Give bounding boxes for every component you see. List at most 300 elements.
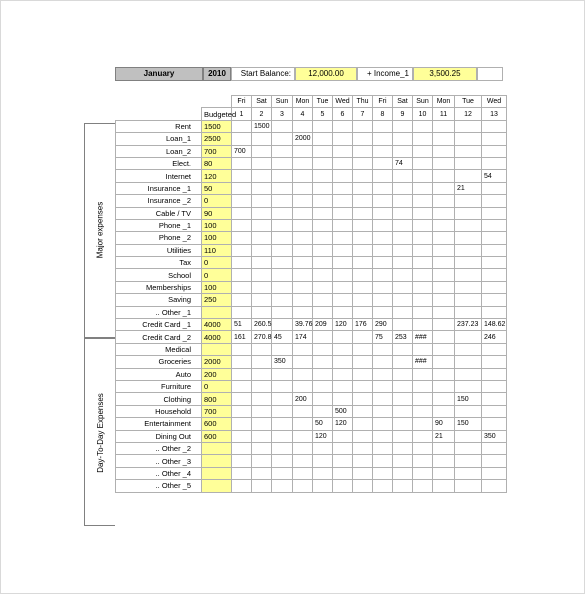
day-amount-cell[interactable] xyxy=(232,442,252,454)
day-amount-cell[interactable] xyxy=(413,281,433,293)
day-amount-cell[interactable] xyxy=(413,170,433,182)
day-amount-cell[interactable] xyxy=(272,257,293,269)
day-amount-cell[interactable] xyxy=(482,393,507,405)
day-amount-cell[interactable] xyxy=(333,232,353,244)
day-amount-cell[interactable] xyxy=(353,442,373,454)
day-amount-cell[interactable] xyxy=(353,368,373,380)
day-amount-cell[interactable] xyxy=(353,170,373,182)
day-amount-cell[interactable] xyxy=(482,157,507,169)
day-amount-cell[interactable] xyxy=(393,145,413,157)
budget-cell[interactable]: 600 xyxy=(202,418,232,430)
day-amount-cell[interactable] xyxy=(353,393,373,405)
day-amount-cell[interactable] xyxy=(333,170,353,182)
day-amount-cell[interactable] xyxy=(482,133,507,145)
day-amount-cell[interactable] xyxy=(232,170,252,182)
day-amount-cell[interactable] xyxy=(433,294,455,306)
day-amount-cell[interactable] xyxy=(313,157,333,169)
day-amount-cell[interactable] xyxy=(232,306,252,318)
day-amount-cell[interactable] xyxy=(393,170,413,182)
day-amount-cell[interactable] xyxy=(272,380,293,392)
day-amount-cell[interactable] xyxy=(252,442,272,454)
day-amount-cell[interactable]: 176 xyxy=(353,319,373,331)
day-amount-cell[interactable] xyxy=(413,182,433,194)
day-amount-cell[interactable] xyxy=(293,418,313,430)
day-amount-cell[interactable] xyxy=(353,219,373,231)
day-amount-cell[interactable] xyxy=(333,207,353,219)
day-amount-cell[interactable] xyxy=(252,467,272,479)
day-amount-cell[interactable] xyxy=(393,133,413,145)
year-cell[interactable] xyxy=(203,67,231,81)
day-amount-cell[interactable] xyxy=(353,195,373,207)
day-amount-cell[interactable] xyxy=(393,294,413,306)
day-amount-cell[interactable] xyxy=(272,455,293,467)
day-amount-cell[interactable]: 50 xyxy=(313,418,333,430)
day-amount-cell[interactable] xyxy=(272,195,293,207)
day-amount-cell[interactable] xyxy=(333,133,353,145)
day-amount-cell[interactable] xyxy=(393,467,413,479)
day-amount-cell[interactable] xyxy=(272,405,293,417)
budget-cell[interactable]: 120 xyxy=(202,170,232,182)
day-amount-cell[interactable] xyxy=(455,442,482,454)
budget-cell[interactable] xyxy=(202,343,232,355)
day-amount-cell[interactable]: 209 xyxy=(313,319,333,331)
day-amount-cell[interactable] xyxy=(373,244,393,256)
budget-cell[interactable]: 50 xyxy=(202,182,232,194)
day-amount-cell[interactable] xyxy=(293,207,313,219)
day-amount-cell[interactable] xyxy=(455,145,482,157)
day-amount-cell[interactable] xyxy=(373,170,393,182)
day-amount-cell[interactable] xyxy=(293,455,313,467)
day-amount-cell[interactable] xyxy=(353,244,373,256)
day-amount-cell[interactable] xyxy=(293,195,313,207)
day-amount-cell[interactable] xyxy=(232,368,252,380)
day-amount-cell[interactable]: 45 xyxy=(272,331,293,343)
day-amount-cell[interactable] xyxy=(252,393,272,405)
day-amount-cell[interactable]: 21 xyxy=(455,182,482,194)
day-amount-cell[interactable] xyxy=(232,405,252,417)
day-amount-cell[interactable] xyxy=(433,232,455,244)
day-amount-cell[interactable] xyxy=(353,467,373,479)
day-amount-cell[interactable] xyxy=(353,343,373,355)
day-amount-cell[interactable] xyxy=(373,157,393,169)
day-amount-cell[interactable] xyxy=(333,467,353,479)
day-amount-cell[interactable] xyxy=(482,219,507,231)
day-amount-cell[interactable] xyxy=(252,157,272,169)
day-amount-cell[interactable] xyxy=(413,393,433,405)
day-amount-cell[interactable] xyxy=(393,356,413,368)
day-amount-cell[interactable]: 120 xyxy=(333,418,353,430)
day-amount-cell[interactable] xyxy=(272,467,293,479)
day-amount-cell[interactable] xyxy=(272,319,293,331)
day-amount-cell[interactable] xyxy=(313,331,333,343)
day-amount-cell[interactable] xyxy=(353,133,373,145)
day-amount-cell[interactable] xyxy=(482,442,507,454)
day-amount-cell[interactable] xyxy=(333,120,353,132)
day-amount-cell[interactable]: 21 xyxy=(433,430,455,442)
income-value[interactable]: 3,500.25 xyxy=(413,67,477,81)
day-amount-cell[interactable] xyxy=(373,368,393,380)
day-amount-cell[interactable] xyxy=(272,219,293,231)
budget-cell[interactable]: 0 xyxy=(202,380,232,392)
day-amount-cell[interactable] xyxy=(413,294,433,306)
day-amount-cell[interactable] xyxy=(353,269,373,281)
day-amount-cell[interactable] xyxy=(293,244,313,256)
day-amount-cell[interactable] xyxy=(393,120,413,132)
day-amount-cell[interactable] xyxy=(293,281,313,293)
day-amount-cell[interactable] xyxy=(293,269,313,281)
day-amount-cell[interactable] xyxy=(433,356,455,368)
day-amount-cell[interactable] xyxy=(455,331,482,343)
day-amount-cell[interactable] xyxy=(413,343,433,355)
day-amount-cell[interactable] xyxy=(455,430,482,442)
day-amount-cell[interactable] xyxy=(313,257,333,269)
day-amount-cell[interactable] xyxy=(393,405,413,417)
day-amount-cell[interactable] xyxy=(413,157,433,169)
day-amount-cell[interactable]: 120 xyxy=(313,430,333,442)
day-amount-cell[interactable]: 290 xyxy=(373,319,393,331)
day-amount-cell[interactable] xyxy=(455,133,482,145)
day-amount-cell[interactable] xyxy=(433,380,455,392)
budget-cell[interactable]: 250 xyxy=(202,294,232,306)
day-amount-cell[interactable] xyxy=(232,393,252,405)
day-amount-cell[interactable] xyxy=(353,405,373,417)
day-amount-cell[interactable] xyxy=(232,480,252,492)
day-amount-cell[interactable] xyxy=(433,368,455,380)
day-amount-cell[interactable] xyxy=(373,405,393,417)
day-amount-cell[interactable] xyxy=(333,306,353,318)
day-amount-cell[interactable]: 500 xyxy=(333,405,353,417)
day-amount-cell[interactable] xyxy=(353,294,373,306)
day-amount-cell[interactable] xyxy=(482,232,507,244)
day-amount-cell[interactable] xyxy=(373,281,393,293)
day-amount-cell[interactable] xyxy=(482,467,507,479)
day-amount-cell[interactable] xyxy=(293,356,313,368)
day-amount-cell[interactable] xyxy=(353,418,373,430)
budget-cell[interactable] xyxy=(202,442,232,454)
day-amount-cell[interactable] xyxy=(252,257,272,269)
day-amount-cell[interactable] xyxy=(455,380,482,392)
day-amount-cell[interactable] xyxy=(393,442,413,454)
budget-cell[interactable]: 2500 xyxy=(202,133,232,145)
day-amount-cell[interactable] xyxy=(293,306,313,318)
day-amount-cell[interactable] xyxy=(373,195,393,207)
day-amount-cell[interactable]: 270.8 xyxy=(252,331,272,343)
day-amount-cell[interactable] xyxy=(482,257,507,269)
day-amount-cell[interactable] xyxy=(353,157,373,169)
day-amount-cell[interactable] xyxy=(313,380,333,392)
day-amount-cell[interactable] xyxy=(393,232,413,244)
day-amount-cell[interactable] xyxy=(482,480,507,492)
day-amount-cell[interactable] xyxy=(313,170,333,182)
day-amount-cell[interactable] xyxy=(433,343,455,355)
month-cell[interactable] xyxy=(115,67,203,81)
day-amount-cell[interactable] xyxy=(232,418,252,430)
day-amount-cell[interactable] xyxy=(252,232,272,244)
day-amount-cell[interactable] xyxy=(333,145,353,157)
day-amount-cell[interactable] xyxy=(413,368,433,380)
day-amount-cell[interactable] xyxy=(373,467,393,479)
day-amount-cell[interactable] xyxy=(272,145,293,157)
budget-cell[interactable]: 2000 xyxy=(202,356,232,368)
day-amount-cell[interactable] xyxy=(413,195,433,207)
day-amount-cell[interactable] xyxy=(252,480,272,492)
budget-cell[interactable] xyxy=(202,306,232,318)
day-amount-cell[interactable] xyxy=(293,182,313,194)
day-amount-cell[interactable] xyxy=(272,480,293,492)
day-amount-cell[interactable] xyxy=(272,418,293,430)
day-amount-cell[interactable] xyxy=(272,157,293,169)
day-amount-cell[interactable] xyxy=(252,368,272,380)
budget-cell[interactable]: 0 xyxy=(202,195,232,207)
day-amount-cell[interactable] xyxy=(353,232,373,244)
day-amount-cell[interactable] xyxy=(433,281,455,293)
day-amount-cell[interactable] xyxy=(413,306,433,318)
day-amount-cell[interactable]: 90 xyxy=(433,418,455,430)
day-amount-cell[interactable]: 150 xyxy=(455,418,482,430)
day-amount-cell[interactable] xyxy=(393,281,413,293)
day-amount-cell[interactable] xyxy=(455,269,482,281)
day-amount-cell[interactable] xyxy=(353,331,373,343)
day-amount-cell[interactable] xyxy=(313,133,333,145)
day-amount-cell[interactable] xyxy=(353,455,373,467)
day-amount-cell[interactable] xyxy=(482,380,507,392)
day-amount-cell[interactable] xyxy=(272,232,293,244)
day-amount-cell[interactable] xyxy=(373,133,393,145)
day-amount-cell[interactable] xyxy=(413,120,433,132)
day-amount-cell[interactable] xyxy=(393,368,413,380)
day-amount-cell[interactable] xyxy=(293,380,313,392)
day-amount-cell[interactable]: 350 xyxy=(482,430,507,442)
day-amount-cell[interactable] xyxy=(293,480,313,492)
day-amount-cell[interactable] xyxy=(373,393,393,405)
day-amount-cell[interactable] xyxy=(455,368,482,380)
day-amount-cell[interactable] xyxy=(293,294,313,306)
day-amount-cell[interactable] xyxy=(433,133,455,145)
day-amount-cell[interactable] xyxy=(252,145,272,157)
day-amount-cell[interactable] xyxy=(313,207,333,219)
day-amount-cell[interactable] xyxy=(252,269,272,281)
day-amount-cell[interactable] xyxy=(272,343,293,355)
day-amount-cell[interactable] xyxy=(373,269,393,281)
day-amount-cell[interactable] xyxy=(455,232,482,244)
day-amount-cell[interactable] xyxy=(413,430,433,442)
day-amount-cell[interactable] xyxy=(482,356,507,368)
day-amount-cell[interactable] xyxy=(373,207,393,219)
day-amount-cell[interactable] xyxy=(252,133,272,145)
day-amount-cell[interactable] xyxy=(252,455,272,467)
day-amount-cell[interactable] xyxy=(482,368,507,380)
day-amount-cell[interactable] xyxy=(333,380,353,392)
day-amount-cell[interactable] xyxy=(353,182,373,194)
day-amount-cell[interactable] xyxy=(353,207,373,219)
day-amount-cell[interactable] xyxy=(232,269,252,281)
day-amount-cell[interactable]: 174 xyxy=(293,331,313,343)
day-amount-cell[interactable] xyxy=(252,219,272,231)
day-amount-cell[interactable] xyxy=(293,219,313,231)
day-amount-cell[interactable] xyxy=(232,294,252,306)
day-amount-cell[interactable] xyxy=(413,319,433,331)
day-amount-cell[interactable] xyxy=(433,480,455,492)
day-amount-cell[interactable]: 39.76 xyxy=(293,319,313,331)
day-amount-cell[interactable] xyxy=(455,281,482,293)
day-amount-cell[interactable] xyxy=(293,368,313,380)
day-amount-cell[interactable] xyxy=(313,393,333,405)
day-amount-cell[interactable] xyxy=(373,480,393,492)
day-amount-cell[interactable] xyxy=(252,281,272,293)
day-amount-cell[interactable] xyxy=(482,343,507,355)
day-amount-cell[interactable] xyxy=(482,195,507,207)
day-amount-cell[interactable] xyxy=(313,195,333,207)
day-amount-cell[interactable] xyxy=(482,182,507,194)
day-amount-cell[interactable] xyxy=(373,418,393,430)
day-amount-cell[interactable] xyxy=(252,207,272,219)
day-amount-cell[interactable] xyxy=(293,405,313,417)
day-amount-cell[interactable] xyxy=(433,455,455,467)
day-amount-cell[interactable] xyxy=(272,306,293,318)
day-amount-cell[interactable] xyxy=(313,244,333,256)
day-amount-cell[interactable] xyxy=(413,380,433,392)
day-amount-cell[interactable]: 350 xyxy=(272,356,293,368)
day-amount-cell[interactable] xyxy=(333,257,353,269)
day-amount-cell[interactable] xyxy=(393,343,413,355)
budget-cell[interactable]: 90 xyxy=(202,207,232,219)
budget-cell[interactable]: 800 xyxy=(202,393,232,405)
day-amount-cell[interactable] xyxy=(373,232,393,244)
day-amount-cell[interactable] xyxy=(433,207,455,219)
day-amount-cell[interactable] xyxy=(272,442,293,454)
day-amount-cell[interactable] xyxy=(232,182,252,194)
day-amount-cell[interactable] xyxy=(232,120,252,132)
day-amount-cell[interactable] xyxy=(433,157,455,169)
day-amount-cell[interactable]: 75 xyxy=(373,331,393,343)
day-amount-cell[interactable] xyxy=(373,294,393,306)
day-amount-cell[interactable] xyxy=(482,145,507,157)
day-amount-cell[interactable] xyxy=(232,195,252,207)
day-amount-cell[interactable] xyxy=(333,356,353,368)
day-amount-cell[interactable] xyxy=(252,182,272,194)
day-amount-cell[interactable] xyxy=(333,294,353,306)
day-amount-cell[interactable] xyxy=(313,356,333,368)
budget-cell[interactable]: 110 xyxy=(202,244,232,256)
day-amount-cell[interactable] xyxy=(353,145,373,157)
day-amount-cell[interactable] xyxy=(232,281,252,293)
day-amount-cell[interactable] xyxy=(393,306,413,318)
day-amount-cell[interactable] xyxy=(232,380,252,392)
day-amount-cell[interactable] xyxy=(293,257,313,269)
day-amount-cell[interactable] xyxy=(433,393,455,405)
day-amount-cell[interactable] xyxy=(232,467,252,479)
day-amount-cell[interactable] xyxy=(393,269,413,281)
day-amount-cell[interactable] xyxy=(252,294,272,306)
day-amount-cell[interactable] xyxy=(313,182,333,194)
day-amount-cell[interactable] xyxy=(252,195,272,207)
day-amount-cell[interactable] xyxy=(313,368,333,380)
day-amount-cell[interactable] xyxy=(455,170,482,182)
day-amount-cell[interactable] xyxy=(393,418,413,430)
day-amount-cell[interactable] xyxy=(252,244,272,256)
day-amount-cell[interactable] xyxy=(455,405,482,417)
day-amount-cell[interactable] xyxy=(313,343,333,355)
day-amount-cell[interactable] xyxy=(272,430,293,442)
day-amount-cell[interactable] xyxy=(333,430,353,442)
day-amount-cell[interactable] xyxy=(293,120,313,132)
day-amount-cell[interactable] xyxy=(433,306,455,318)
day-amount-cell[interactable] xyxy=(433,195,455,207)
day-amount-cell[interactable] xyxy=(252,170,272,182)
day-amount-cell[interactable] xyxy=(482,281,507,293)
day-amount-cell[interactable] xyxy=(393,480,413,492)
budget-cell[interactable]: 700 xyxy=(202,145,232,157)
day-amount-cell[interactable] xyxy=(272,244,293,256)
day-amount-cell[interactable]: 200 xyxy=(293,393,313,405)
day-amount-cell[interactable] xyxy=(433,467,455,479)
day-amount-cell[interactable] xyxy=(333,195,353,207)
day-amount-cell[interactable] xyxy=(482,207,507,219)
day-amount-cell[interactable] xyxy=(313,269,333,281)
day-amount-cell[interactable] xyxy=(333,157,353,169)
day-amount-cell[interactable] xyxy=(252,405,272,417)
day-amount-cell[interactable] xyxy=(272,120,293,132)
day-amount-cell[interactable] xyxy=(482,455,507,467)
day-amount-cell[interactable] xyxy=(353,430,373,442)
day-amount-cell[interactable] xyxy=(413,418,433,430)
day-amount-cell[interactable] xyxy=(313,306,333,318)
day-amount-cell[interactable] xyxy=(455,207,482,219)
day-amount-cell[interactable] xyxy=(393,393,413,405)
day-amount-cell[interactable] xyxy=(455,467,482,479)
day-amount-cell[interactable] xyxy=(333,269,353,281)
day-amount-cell[interactable] xyxy=(455,455,482,467)
day-amount-cell[interactable] xyxy=(313,120,333,132)
day-amount-cell[interactable] xyxy=(482,120,507,132)
day-amount-cell[interactable] xyxy=(413,244,433,256)
day-amount-cell[interactable] xyxy=(433,442,455,454)
day-amount-cell[interactable] xyxy=(413,219,433,231)
day-amount-cell[interactable] xyxy=(393,380,413,392)
day-amount-cell[interactable] xyxy=(433,319,455,331)
day-amount-cell[interactable] xyxy=(293,157,313,169)
day-amount-cell[interactable]: 246 xyxy=(482,331,507,343)
day-amount-cell[interactable] xyxy=(413,269,433,281)
day-amount-cell[interactable] xyxy=(333,331,353,343)
budget-cell[interactable] xyxy=(202,480,232,492)
budget-cell[interactable]: 80 xyxy=(202,157,232,169)
day-amount-cell[interactable] xyxy=(482,294,507,306)
day-amount-cell[interactable] xyxy=(333,281,353,293)
budget-cell[interactable] xyxy=(202,467,232,479)
day-amount-cell[interactable] xyxy=(455,257,482,269)
day-amount-cell[interactable] xyxy=(373,182,393,194)
day-amount-cell[interactable] xyxy=(433,219,455,231)
day-amount-cell[interactable] xyxy=(272,393,293,405)
day-amount-cell[interactable] xyxy=(433,405,455,417)
day-amount-cell[interactable] xyxy=(353,306,373,318)
budget-cell[interactable]: 4000 xyxy=(202,319,232,331)
day-amount-cell[interactable] xyxy=(455,157,482,169)
day-amount-cell[interactable] xyxy=(433,182,455,194)
budget-cell[interactable]: 200 xyxy=(202,368,232,380)
day-amount-cell[interactable]: 120 xyxy=(333,319,353,331)
day-amount-cell[interactable]: 700 xyxy=(232,145,252,157)
day-amount-cell[interactable] xyxy=(482,418,507,430)
day-amount-cell[interactable] xyxy=(293,430,313,442)
day-amount-cell[interactable] xyxy=(393,455,413,467)
day-amount-cell[interactable]: 54 xyxy=(482,170,507,182)
day-amount-cell[interactable] xyxy=(333,244,353,256)
day-amount-cell[interactable] xyxy=(333,368,353,380)
day-amount-cell[interactable] xyxy=(252,306,272,318)
day-amount-cell[interactable] xyxy=(413,405,433,417)
